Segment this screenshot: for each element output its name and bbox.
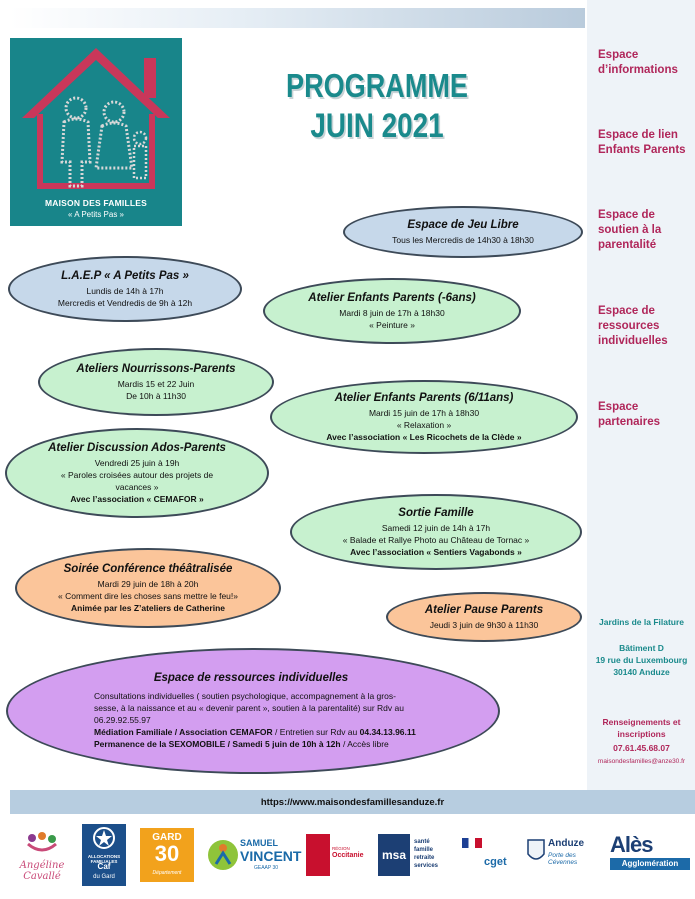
event-title: Espace de Jeu Libre — [407, 218, 519, 231]
ales-name: Alès — [610, 832, 653, 857]
event-nourrissons — [38, 348, 274, 416]
event-enfants-parents-11 — [270, 380, 578, 454]
figures-icon — [14, 830, 70, 860]
msa-line: retraite — [414, 855, 435, 861]
caf-region: du Gard — [93, 874, 115, 880]
event-partner: Avec l’association « CEMAFOR » — [70, 493, 204, 504]
logo-ales — [610, 832, 690, 880]
event-line: Lundis de 14h à 17h — [86, 285, 164, 296]
contact-email[interactable]: maisondesfamilles@anze30.fr — [597, 758, 686, 765]
event-title: Atelier Pause Parents — [424, 603, 544, 616]
event-title: Atelier Discussion Ados-Parents — [48, 441, 226, 454]
caf-name: Caf — [97, 862, 111, 871]
samuel-first: SAMUEL — [240, 838, 278, 848]
sidebar-item-lien: Espace de lien Enfants Parents — [598, 129, 686, 156]
event-line: De 10h à 11h30 — [126, 390, 186, 401]
caf-star-icon — [82, 824, 126, 852]
mediation-phone: 04.34.13.96.11 — [359, 727, 416, 737]
logo-subtitle: « A Petits Pas » — [67, 210, 125, 219]
house-family-icon — [10, 38, 182, 198]
event-title: Atelier Enfants Parents (-6ans) — [308, 291, 476, 304]
event-line: 06.29.92.55.97 — [94, 715, 151, 725]
event-line: « Balade et Rallye Photo au Château de Tornac » — [342, 534, 530, 545]
contact-phone[interactable]: 07.61.45.68.07 — [613, 743, 670, 753]
event-line: Tous les Mercredis de 14h30 à 18h30 — [392, 234, 534, 245]
contact-label: Renseignements et inscriptions — [602, 717, 681, 739]
person-icon — [206, 838, 240, 872]
event-ressources — [6, 648, 500, 774]
event-title: Sortie Famille — [398, 506, 474, 519]
top-banner — [10, 8, 585, 28]
event-laep — [8, 256, 242, 322]
sidebar-item-informations: Espace d’informations — [598, 49, 678, 76]
title-line-1: PROGRAMME — [286, 67, 468, 104]
page-title — [283, 66, 472, 146]
event-line: « Relaxation » — [396, 419, 452, 430]
ales-sub: Agglomération — [610, 858, 690, 870]
event-sortie — [290, 494, 582, 570]
mediation-label: Médiation Familiale / Association CEMAFOR — [94, 727, 273, 737]
logo-msa — [378, 834, 452, 878]
event-line: « Comment dire les choses sans mettre le feu!» — [58, 590, 238, 601]
event-line: Consultations individuelles ( soutien psychologique, accompagnement à la gros- — [94, 691, 396, 701]
mediation-detail: / Entretien sur Rdv au — [272, 727, 360, 737]
gard-dept: Département — [152, 870, 182, 876]
event-line: sesse, à la naissance et au « devenir parent », soutien à la parentalité) sur Rdv au — [94, 703, 404, 713]
partner-logos — [0, 820, 695, 895]
logo-angeline-cavalle — [14, 830, 70, 888]
occitanie-cross-icon — [306, 834, 330, 876]
event-line: Jeudi 3 juin de 9h30 à 11h30 — [429, 619, 539, 630]
event-line: Mercredis et Vendredis de 9h à 12h — [57, 297, 193, 308]
anduze-name: Anduze — [548, 838, 585, 849]
logo-cget — [462, 838, 516, 878]
anduze-tagline: Porte des Cévennes — [548, 852, 578, 866]
event-enfants-parents-6 — [263, 278, 521, 344]
msa-line: famille — [414, 847, 434, 853]
msa-line: santé — [414, 839, 430, 845]
event-title: Espace de ressources individuelles — [153, 672, 349, 684]
logo-samuel-vincent — [206, 834, 302, 878]
address-building: Bâtiment D — [619, 643, 664, 653]
sidebar-item-partenaires: Espace partenaires — [598, 401, 661, 428]
event-line: Mardis 15 et 22 Juin — [117, 378, 195, 389]
gard-number: 30 — [154, 841, 180, 866]
event-line: Samedi 12 juin de 14h à 17h — [381, 522, 491, 533]
sidebar-item-soutien: Espace de soutien à la parentalité — [598, 209, 662, 251]
msa-line: services — [414, 863, 439, 869]
event-line: « Paroles croisées autour des projets de — [60, 469, 214, 480]
msa-mark: msa — [378, 834, 410, 876]
website-link[interactable]: https://www.maisondesfamillesanduze.fr — [260, 796, 445, 808]
event-line — [94, 738, 389, 750]
address-street: 19 rue du Luxembourg — [595, 655, 688, 665]
website-bar — [10, 790, 695, 814]
french-flag-icon — [462, 838, 482, 848]
logo-occitanie — [306, 834, 368, 876]
event-soiree — [15, 548, 281, 628]
event-title: L.A.E.P « A Petits Pas » — [61, 269, 189, 282]
event-line: « Peinture » — [369, 319, 415, 330]
occitanie-region: RÉGION — [332, 846, 350, 851]
sexomobile-label: Permanence de la SEXOMOBILE / Samedi 5 juin de 10h à 12h — [94, 739, 341, 749]
angeline-text: Angéline Cavallé — [19, 860, 65, 882]
msa-tagline — [414, 838, 438, 870]
event-line — [94, 726, 416, 738]
caf-label: ALLOCATIONS FAMILIALES — [87, 854, 121, 864]
event-line: vacances » — [115, 481, 159, 492]
address-city: 30140 Anduze — [613, 667, 670, 677]
event-title: Ateliers Nourrissons-Parents — [76, 362, 236, 375]
occitanie-name: Occitanie — [332, 852, 364, 859]
event-partner: Avec l’association « Les Ricochets de la Clède » — [326, 431, 522, 442]
event-jeu-libre — [343, 206, 583, 258]
logo-gard — [140, 828, 194, 882]
anduze-crest-icon — [526, 838, 546, 864]
event-title: Atelier Enfants Parents (6/11ans) — [334, 391, 514, 404]
event-title: Soirée Conférence théâtralisée — [63, 562, 233, 575]
logo-anduze — [526, 830, 602, 882]
event-line: Mardi 29 juin de 18h à 20h — [97, 578, 199, 589]
event-pause — [386, 592, 582, 642]
sidebar-item-ressources: Espace de ressources individuelles — [598, 305, 668, 347]
event-partner: Avec l’association « Sentiers Vagabonds » — [350, 546, 522, 557]
maison-familles-logo — [10, 38, 182, 226]
event-line: Vendredi 25 juin à 19h — [94, 457, 180, 468]
event-line: Mardi 15 juin de 17h à 18h30 — [368, 407, 480, 418]
event-line: Mardi 8 juin de 17h à 18h30 — [339, 307, 445, 318]
event-ados — [5, 428, 269, 518]
cget-label: cget — [484, 856, 507, 868]
title-line-2: JUIN 2021 — [310, 107, 444, 145]
samuel-last: VINCENT — [240, 848, 302, 864]
logo-caf — [82, 824, 126, 886]
sexomobile-detail: / Accès libre — [340, 739, 389, 749]
address-place: Jardins de la Filature — [598, 617, 685, 627]
logo-title: MAISON DES FAMILLES — [44, 198, 148, 208]
samuel-sub: GEAAP 30 — [254, 865, 279, 871]
event-partner: Animée par les Z’ateliers de Catherine — [70, 602, 225, 613]
gard-label: GARD — [152, 832, 182, 843]
